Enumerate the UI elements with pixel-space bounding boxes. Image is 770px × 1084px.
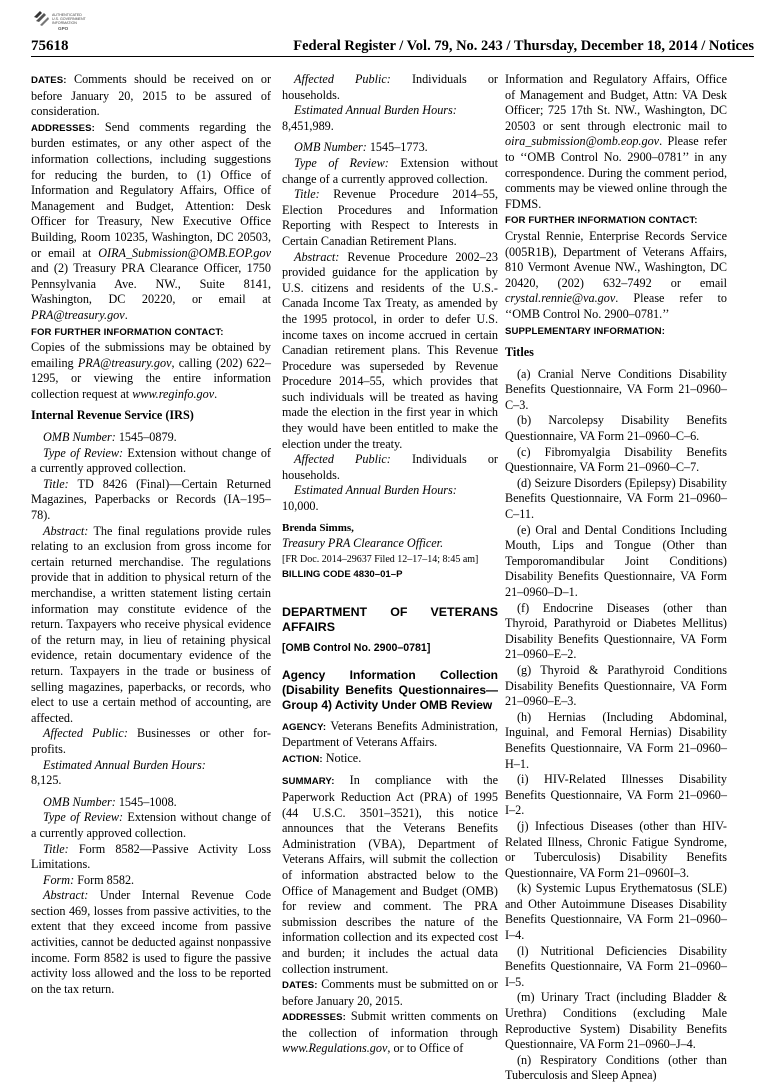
affected-public: Affected Public: Individuals or households. [282,452,498,482]
email-link[interactable]: oira_submission@omb.eop.gov [505,134,660,149]
list-item: (g) Thyroid & Parathyroid Conditions Disability Benefits Questionnaire, VA Form 21–0960–E–3. [505,662,727,709]
irs-heading: Internal Revenue Service (IRS) [31,408,194,423]
svg-text:INFORMATION: INFORMATION [52,21,77,25]
list-item: (k) Systemic Lupus Erythematosus (SLE) and Other Autoimmune Diseases Disability Benefits Questionnaire, VA Form 21–0960–I–4. [505,881,727,943]
addresses-continued: Information and Regulatory Affairs, Office of Management and Budget, Attn: VA Desk Officer; 725 17th St. NW., Washington, DC 20503 or sent through electronic mail to oira_submission@omb.eop.gov. Please refer to ‘‘OMB Control No. 2900–0781’’ in any correspondence. During the comment period, comments may be viewed online through the FDMS. [505,72,727,211]
omb-number: OMB Number: 1545–1008. [43,794,177,809]
email-link[interactable]: PRA@treasury.gov [31,307,125,322]
burden-hours-label: Estimated Annual Burden Hours: [43,757,206,772]
title-line: Title: TD 8426 (Final)—Certain Returned Magazines, Paperbacks or Records (IA–195–78). [31,476,271,523]
list-item: (b) Narcolepsy Disability Benefits Questionnaire, VA Form 21–0960–C–6. [505,413,727,444]
column-3 [505,72,727,1084]
titles-list [505,367,727,1084]
burden-hours-value: 8,451,989. [282,118,334,133]
affected-public: Affected Public: Individuals or households. [282,72,498,102]
list-item: (f) Endocrine Diseases (other than Thyroid, Parathyroid or Diabetes Mellitus) Disability Benefits Questionnaire, VA Form 21–0960–E–2. [505,600,727,662]
agency-paragraph: AGENCY: Veterans Benefits Administration, Department of Veterans Affairs. [282,718,498,750]
burden-hours-value: 8,125. [31,773,62,788]
svg-text:U.S. GOVERNMENT: U.S. GOVERNMENT [52,17,86,21]
title-line: Title: Revenue Procedure 2014–55, Election Procedures and Information Reporting with Respect to Interests in Certain Canadian Retirement Plans. [282,187,498,248]
affected-public: Affected Public: Businesses or other for-profits. [31,726,271,756]
fic-label: FOR FURTHER INFORMATION CONTACT: [505,215,698,227]
list-item: (n) Respiratory Conditions (other than Tuberculosis and Sleep Apnea) [505,1052,727,1083]
department-heading: DEPARTMENT OF VETERANS AFFAIRS [282,605,498,634]
type-of-review: Type of Review: Extension without change of a currently approved collection. [282,155,498,186]
svg-text:AUTHENTICATED: AUTHENTICATED [52,13,82,17]
form-line: Form: Form 8582. [43,872,135,887]
list-item: (h) Hernias (Including Abdominal, Inguinal, and Femoral Hernias) Disability Benefits Questionnaire, VA Form 21–0960–H–1. [505,709,727,771]
list-item: (d) Seizure Disorders (Epilepsy) Disability Benefits Questionnaire, VA Form 21–0960–C–11. [505,475,727,522]
fic-label: FOR FURTHER INFORMATION CONTACT: [31,326,224,338]
list-item: (l) Nutritional Deficiencies Disability Benefits Questionnaire, VA Form 21–0960–I–5. [505,943,727,989]
page-header [31,38,754,57]
abstract: Abstract: The final regulations provide rules relating to an exclusion from gross income for certain returned merchandise. The regulations provide that in addition to physical return of the merchandise, a written statement listing certain information may constitute evidence of the return. Taxpayers who receive physical evidence of the return may, in lieu of retaining physical evidence, retain documentary evidence of the return. Taxpayers in the trade or business of selling magazines, paperbacks, or records, who elect to use a certain method of accounting, are affected. [31,523,271,725]
column-2 [282,72,498,1057]
dates-label: DATES: [31,75,67,86]
signer-name: Brenda Simms, [282,521,354,534]
summary-paragraph: SUMMARY: In compliance with the Paperwork Reduction Act (PRA) of 1995 (44 U.S.C. 3501–3521), this notice announces that the Veterans Benefits Administration (VBA), Department of Veterans Affairs, will submit the collection of information abstracted below to the Office of Management and Budget (OMB) for review and comment. The PRA submission describes the nature of the information collection and its expected cost and burden; it includes the actual data collection instrument. [282,773,498,976]
supplementary-label: SUPPLEMENTARY INFORMATION: [505,325,666,337]
fic-paragraph: Crystal Rennie, Enterprise Records Service (005R1B), Department of Veterans Affairs, 810 Vermont Avenue NW., Washington, DC 20420, (202) 632–7492 or email crystal.rennie@va.gov. Please refer to ‘‘OMB Control No. 2900–0781.’’ [505,228,727,321]
billing-code: BILLING CODE 4830–01–P [282,569,403,581]
email-link[interactable]: crystal.rennie@va.gov [505,291,616,306]
omb-number: OMB Number: 1545–0879. [43,430,177,445]
list-item: (i) HIV-Related Illnesses Disability Benefits Questionnaire, VA Form 21–0960–I–2. [505,772,727,818]
abstract: Abstract: Under Internal Revenue Code section 469, losses from passive activities, to the extent that they exceed income from passive activities, cannot be deducted against nonpassive income. Form 8582 is used to figure the passive activity loss allowed and the loss to be reported on the tax return. [31,888,271,996]
list-item: (m) Urinary Tract (including Bladder & Urethra) Conditions (excluding Male Reproductive System) Disability Benefits Questionnaire, VA Form 21–0960–J–4. [505,990,727,1052]
email-link[interactable]: PRA@treasury.gov [77,355,172,370]
action-paragraph: ACTION: Notice. [282,750,362,765]
addresses-paragraph: ADDRESSES: Submit written comments on the collection of information through www.Regulations.gov, or to Office of [282,1009,498,1056]
notice-title: Agency Information Collection (Disability Benefits Questionnaires—Group 4) Activity Under OMB Review [282,667,498,712]
signer-title: Treasury PRA Clearance Officer. [282,536,444,551]
burden-hours-label: Estimated Annual Burden Hours: [294,103,457,118]
web-link[interactable]: www.Regulations.gov [282,1041,388,1056]
list-item: (j) Infectious Diseases (other than HIV-Related Illness, Chronic Fatigue Syndrome, or Tuberculosis) Disability Benefits Questionnaire, VA Form 21–0960I–3. [505,818,727,880]
title-line: Title: Form 8582—Passive Activity Loss Limitations. [31,841,271,872]
dates-paragraph: DATES: Comments should be received on or before January 20, 2015 to be assured of consideration. [31,72,271,119]
email-link[interactable]: OIRA_Submission@OMB.EOP.gov [98,245,271,260]
web-link[interactable]: www.reginfo.gov [132,386,215,401]
omb-number: OMB Number: 1545–1773. [294,140,428,155]
addresses-paragraph: ADDRESSES: Send comments regarding the burden estimates, or any other aspect of the information collections, including suggestions for reducing the burden, to (1) Office of Information and Regulatory Affairs, Office of Management and Budget, Attention: Desk Officer for Treasury, New Executive Office Building, Room 10235, Washington, DC 20503, or email at OIRA_Submission@OMB.EOP.gov and (2) Treasury PRA Clearance Officer, 1750 Pennsylvania Ave. NW., Suite 8141, Washington, DC 20220, or email at PRA@treasury.gov. [31,119,272,322]
list-item: (a) Cranial Nerve Conditions Disability Benefits Questionnaire, VA Form 21–0960–C–3. [505,366,727,412]
gpo-authenticated-logo [32,9,90,35]
fic-paragraph: Copies of the submissions may be obtained by emailing PRA@treasury.gov, calling (202) 622–1295, or viewing the entire information collection request at www.reginfo.gov. [31,340,271,401]
type-of-review: Type of Review: Extension without change of a currently approved collection. [31,445,271,476]
burden-hours-label: Estimated Annual Burden Hours: [294,483,457,498]
dates-paragraph: DATES: Comments must be submitted on or before January 20, 2015. [282,977,498,1008]
type-of-review: Type of Review: Extension without change of a currently approved collection. [31,810,271,840]
burden-hours-value: 10,000. [282,499,319,514]
list-item: (c) Fibromyalgia Disability Benefits Questionnaire, VA Form 21–0960–C–7. [505,444,727,475]
header-title: Federal Register / Vol. 79, No. 243 / Thursday, December 18, 2014 / Notices [293,38,754,54]
list-item: (e) Oral and Dental Conditions Including Mouth, Lips and Tongue (Other than Temporomandibular Joint Conditions) Disability Benefits Questionnaire, VA Form 21–0960–D–1. [505,522,727,599]
page-number: 75618 [31,38,69,54]
omb-control-number: [OMB Control No. 2900–0781] [282,642,431,654]
fr-doc-line: [FR Doc. 2014–29637 Filed 12–17–14; 8:45 am] [282,553,479,565]
column-1 [31,72,271,997]
svg-text:GPO: GPO [58,26,69,31]
titles-heading: Titles [505,345,534,360]
addresses-label: ADDRESSES: [31,122,95,134]
abstract: Abstract: Revenue Procedure 2002–23 provided guidance for the application by U.S. citizens and residents of the U.S.-Canada Income Tax Treaty, as amended by the 1995 protocol, in order to defer U.S. income taxes on income accrued in certain Canadian retirement plans. This Revenue Procedure was superseded by Revenue Procedure 2014–55, which provides that such individuals will be treated as having made the election in the first year in which they would have been entitled to make the election under the treaty. [282,249,498,451]
